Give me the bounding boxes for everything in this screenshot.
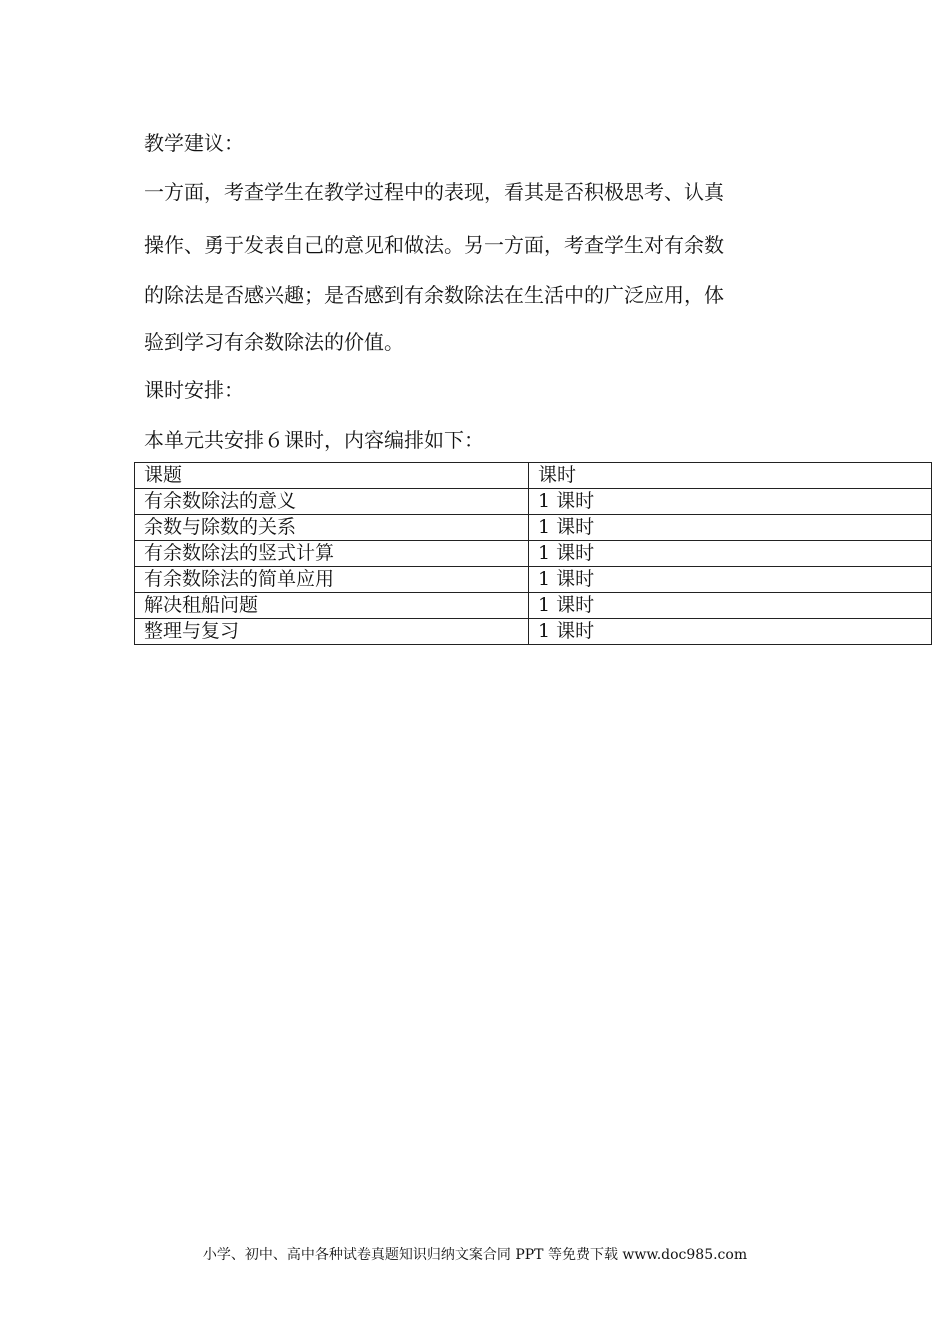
table-cell-topic: 余数与除数的关系	[135, 515, 529, 541]
lesson-schedule-intro: 本单元共安排６课时，内容编排如下：	[144, 428, 484, 452]
table-row	[135, 567, 932, 593]
table-row	[135, 593, 932, 619]
table-row	[135, 489, 932, 515]
table-header-hours: 课时	[529, 463, 932, 489]
table-cell-hours: 1 课时	[529, 619, 932, 645]
table-cell-topic: 整理与复习	[135, 619, 529, 645]
table-cell-topic: 有余数除法的简单应用	[135, 567, 529, 593]
table-cell-hours: 1 课时	[529, 489, 932, 515]
paragraph-line: 验到学习有余数除法的价值。	[144, 330, 404, 354]
table-cell-topic: 有余数除法的意义	[135, 489, 529, 515]
lesson-schedule-heading: 课时安排：	[144, 378, 244, 402]
table-row	[135, 541, 932, 567]
paragraph-line: 的除法是否感兴趣；是否感到有余数除法在生活中的广泛应用，体	[144, 283, 724, 307]
table-cell-hours: 1 课时	[529, 567, 932, 593]
table-header-topic: 课题	[135, 463, 529, 489]
table-cell-hours: 1 课时	[529, 541, 932, 567]
paragraph-line: 一方面，考查学生在教学过程中的表现，看其是否积极思考、认真	[144, 180, 724, 204]
table-cell-topic: 解决租船问题	[135, 593, 529, 619]
table-cell-hours: 1 课时	[529, 515, 932, 541]
table-row	[135, 619, 932, 645]
table-cell-hours: 1 课时	[529, 593, 932, 619]
lesson-table	[134, 462, 932, 645]
table-header-row	[135, 463, 932, 489]
teaching-suggestion-heading: 教学建议：	[144, 131, 244, 155]
table-cell-topic: 有余数除法的竖式计算	[135, 541, 529, 567]
page-footer: 小学、初中、高中各种试卷真题知识归纳文案合同 PPT 等免费下载 www.doc985.com	[202, 1247, 748, 1263]
table-row	[135, 515, 932, 541]
paragraph-line: 操作、勇于发表自己的意见和做法。另一方面，考查学生对有余数	[144, 233, 724, 257]
